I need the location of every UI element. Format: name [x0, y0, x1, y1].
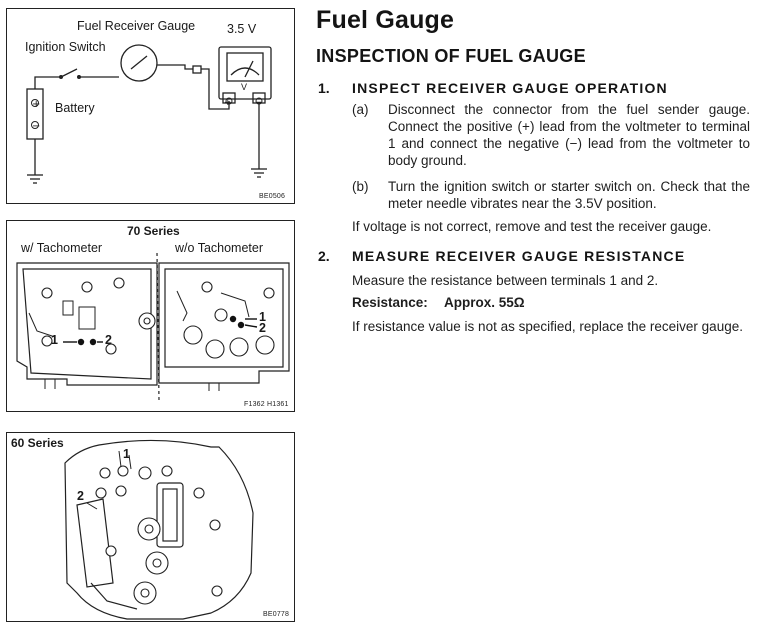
series70-figure: [6, 220, 295, 412]
series70-right-terminal-1: 1: [259, 310, 266, 324]
series70-left-terminal-1: 1: [51, 333, 58, 347]
series60-terminal-2: 2: [77, 489, 84, 503]
series60-title: 60 Series: [11, 436, 64, 450]
series60-terminal-1: 1: [123, 447, 130, 461]
series70-right-terminal-2: 2: [259, 321, 266, 335]
step-1-heading: INSPECT RECEIVER GAUGE OPERATION: [352, 80, 668, 96]
step-1-number: 1.: [318, 80, 330, 96]
voltage-label: 3.5 V: [227, 22, 257, 36]
svg-text:+: +: [32, 99, 41, 110]
svg-text:−: −: [255, 98, 263, 108]
series60-figure: [6, 432, 295, 622]
step-1b-label: (b): [352, 179, 369, 194]
battery-label: Battery: [55, 101, 95, 115]
resistance-value: Approx. 55Ω: [444, 295, 525, 310]
fuel-receiver-gauge-label: Fuel Receiver Gauge: [77, 19, 196, 33]
resistance-label: Resistance:: [352, 295, 428, 310]
ignition-switch-label: Ignition Switch: [25, 40, 106, 54]
step-2-text: Measure the resistance between terminals 1 and 2.: [352, 273, 659, 288]
figure-code-series70: F1362 H1361: [244, 401, 289, 408]
wiring-diagram-figure: [6, 8, 295, 204]
step-1b-text: Turn the ignition switch or starter switch on. Check that the meter needle vibrates near the 3.5V position.: [388, 179, 750, 211]
step-1a: [352, 101, 750, 169]
figure-code-series60: BE0778: [263, 611, 290, 618]
svg-text:+: +: [224, 98, 232, 108]
step-2-heading: MEASURE RECEIVER GAUGE RESISTANCE: [352, 248, 686, 264]
section-title: INSPECTION OF FUEL GAUGE: [316, 46, 586, 66]
with-tachometer-label: w/ Tachometer: [21, 241, 103, 255]
step-1a-label: (a): [352, 102, 369, 117]
without-tachometer-label: w/o Tachometer: [175, 241, 264, 255]
step-1a-text: Disconnect the connector from the fuel sender gauge. Connect the positive (+) lead from the voltmeter to terminal 1 and connect the negative (−) lead from the voltmeter to body ground.: [388, 102, 750, 168]
page-title: Fuel Gauge: [316, 6, 455, 34]
step-2-number: 2.: [318, 248, 330, 264]
wiring-diagram: [7, 9, 296, 205]
voltmeter-symbol: V: [241, 82, 248, 92]
figure-code-wiring: BE0506: [259, 193, 286, 200]
series70-left-terminal-2: 2: [105, 333, 112, 347]
svg-text:−: −: [32, 121, 41, 132]
step-1-note: If voltage is not correct, remove and test the receiver gauge.: [352, 219, 712, 234]
series60-gauge-back-illustration: [7, 433, 296, 623]
series70-title: 70 Series: [127, 224, 180, 238]
step-1b: [352, 178, 750, 212]
step-2-note: If resistance value is not as specified, replace the receiver gauge.: [352, 319, 743, 334]
